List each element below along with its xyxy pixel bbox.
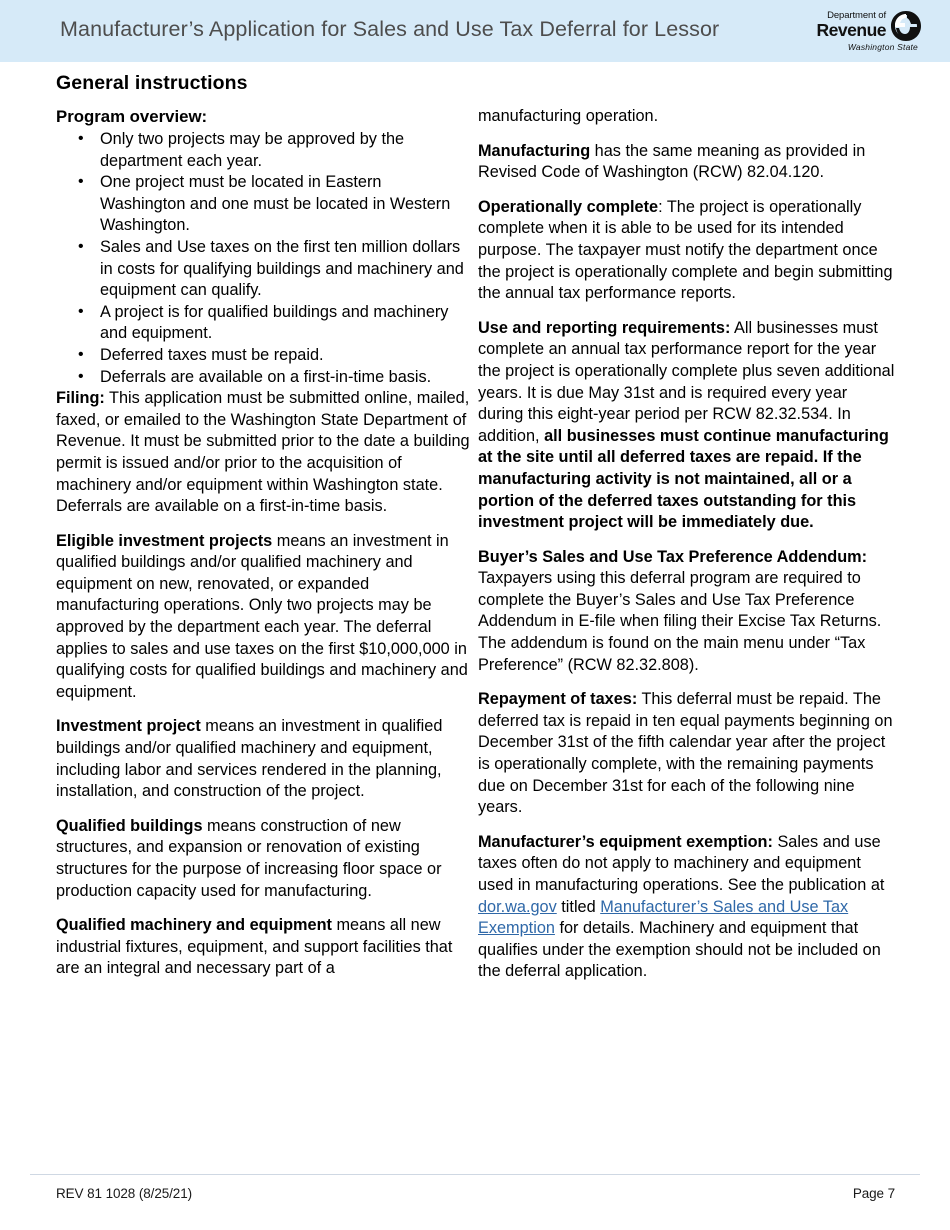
paragraph-lead-label: Qualified machinery and equipment	[56, 916, 332, 935]
paragraph-repayment-of-taxes	[478, 689, 896, 819]
right-column	[478, 106, 896, 996]
paragraph-lead-label: Filing:	[56, 389, 105, 408]
paragraph-text: means an investment in qualified buildings and/or qualified machinery and equipment, including labor and services rendered in the planning, installation, and construction of the project.	[56, 717, 443, 801]
list-item: • Sales and Use taxes on the first ten million dollars in costs for qualifying buildings and machinery and equipment can qualify.	[56, 237, 470, 302]
paragraph-buyers-sales-and-use-tax-preference-addendum	[478, 547, 896, 677]
paragraph-operationally-complete	[478, 197, 896, 305]
paragraph-qualified-buildings	[56, 816, 470, 902]
paragraph-text: means an investment in qualified buildings and/or qualified machinery and equipment on new, renovated, or expanded manufacturing operations. Only two projects may be approved by the department each year. The deferral applies to sales and use taxes on the first $10,000,000 in qualifying costs for qualified buildings and machinery and equipment.	[56, 531, 468, 701]
paragraph-text: This application must be submitted online, mailed, faxed, or emailed to the Washington State Department of Revenue. It must be submitted prior to the date a building permit is issued and/or prior to the acquisition of machinery and/or equipment within Washington state. Deferrals are available on a first-in-time basis.	[56, 389, 470, 516]
paragraph-bold-tail: all businesses must continue manufacturing at the site until all deferred taxes are repaid. If the manufacturing activity is not maintained, all or a portion of the deferred taxes outstanding for this investment project will be immediately due.	[478, 426, 889, 532]
general-instructions-heading: General instructions	[56, 72, 248, 94]
list-item: • A project is for qualified buildings and machinery and equipment.	[56, 302, 470, 345]
paragraph-lead-label: Qualified buildings	[56, 816, 203, 835]
paragraph-filing	[56, 388, 470, 518]
page-title: Manufacturer’s Application for Sales and Use Tax Deferral for Lessor	[60, 17, 720, 41]
list-item: • One project must be located in Eastern Washington and one must be located in Western Washington.	[56, 172, 470, 237]
footer-form-number: REV 81 1028 (8/25/21)	[56, 1186, 192, 1201]
dor-logo-text	[817, 10, 886, 39]
paragraph-text: means all new industrial fixtures, equipment, and support facilities that are an integral and necessary part of a	[56, 916, 453, 978]
paragraph-lead-label: Operationally complete	[478, 197, 659, 216]
dor-logo-state-line: Washington State	[847, 42, 918, 52]
list-item: • Only two projects may be approved by the department each year.	[56, 129, 470, 172]
dor-swoosh-icon	[890, 10, 922, 42]
paragraph-lead-label: Use and reporting requirements:	[478, 318, 731, 337]
paragraph-lead-label: Repayment of taxes:	[478, 690, 638, 709]
paragraph-eligible-investment-projects	[56, 531, 470, 704]
paragraph-manufacturing	[478, 141, 896, 184]
paragraph-lead-label: Eligible investment projects	[56, 531, 273, 550]
paragraph-text: has the same meaning as provided in Revised Code of Washington (RCW) 82.04.120.	[478, 141, 866, 182]
paragraph-manufacturers-equipment-exemption	[478, 832, 896, 983]
paragraph-text: means construction of new structures, and expansion or renovation of existing structures for the purpose of increasing floor space or production capacity used for manufacturing.	[56, 816, 442, 900]
footer-divider	[30, 1174, 920, 1175]
paragraph-lead-label: Buyer’s Sales and Use Tax Preference Addendum:	[478, 547, 868, 566]
paragraph-text: for details. Machinery and equipment that qualifies under the exemption should not be included on the deferral application.	[478, 919, 881, 981]
footer-page-number: Page 7	[852, 1186, 895, 1201]
paragraph-continuation: manufacturing operation.	[478, 107, 659, 125]
paragraph-text: Taxpayers using this deferral program are required to complete the Buyer’s Sales and Use Tax Preference Addendum in E-file when filing their Excise Tax Returns. The addendum is found on the main menu under “Tax Preference” (RCW 82.32.808).	[478, 569, 882, 674]
link-manufacturers-sales-and-use-tax-exemption[interactable]: Manufacturer’s Sales and Use Tax Exemption	[478, 897, 849, 938]
program-overview-list	[56, 129, 470, 388]
paragraph-text: : The project is operationally complete when it is able to be used for its intended purpose. The taxpayer must notify the department once the project is operationally complete and begin submitting the annual tax performance reports.	[478, 197, 893, 303]
paragraph-text: titled	[556, 897, 601, 916]
paragraph-text: All businesses must complete an annual tax performance report for the year the project is operationally complete plus seven additional years. It is due May 31st and is required every year during this eight-year period per RCW 82.32.534. In addition,	[478, 318, 895, 445]
page-footer	[0, 1186, 950, 1210]
paragraph-lead-label: Manufacturing	[478, 141, 591, 160]
paragraph-use-and-reporting-requirements	[478, 318, 896, 534]
link-dor-wa-gov[interactable]: dor.wa.gov	[478, 897, 557, 916]
dor-logo-department-line: Department of	[827, 10, 886, 21]
left-column	[56, 106, 470, 993]
paragraph-lead-label: Manufacturer’s equipment exemption:	[478, 832, 773, 851]
dor-logo	[796, 10, 922, 56]
list-item: • Deferred taxes must be repaid.	[56, 345, 470, 367]
program-overview-heading: Program overview:	[56, 107, 208, 126]
paragraph-qualified-machinery-and-equipment	[56, 915, 470, 980]
paragraph-lead-label: Investment project	[56, 717, 201, 736]
list-item: • Deferrals are available on a first-in-time basis.	[56, 367, 470, 389]
paragraph-text: This deferral must be repaid. The deferred tax is repaid in ten equal payments beginning on December 31st of the fifth calendar year after the project is operationally complete, with the remaining payments due on December 31st for each of the following nine years.	[478, 690, 893, 817]
paragraph-investment-project	[56, 716, 470, 802]
dor-logo-revenue-line: Revenue	[816, 20, 886, 40]
page-header-band	[0, 0, 950, 62]
paragraph-text: Sales and use taxes often do not apply to machinery and equipment used in manufacturing operations. See the publication at	[478, 832, 885, 894]
